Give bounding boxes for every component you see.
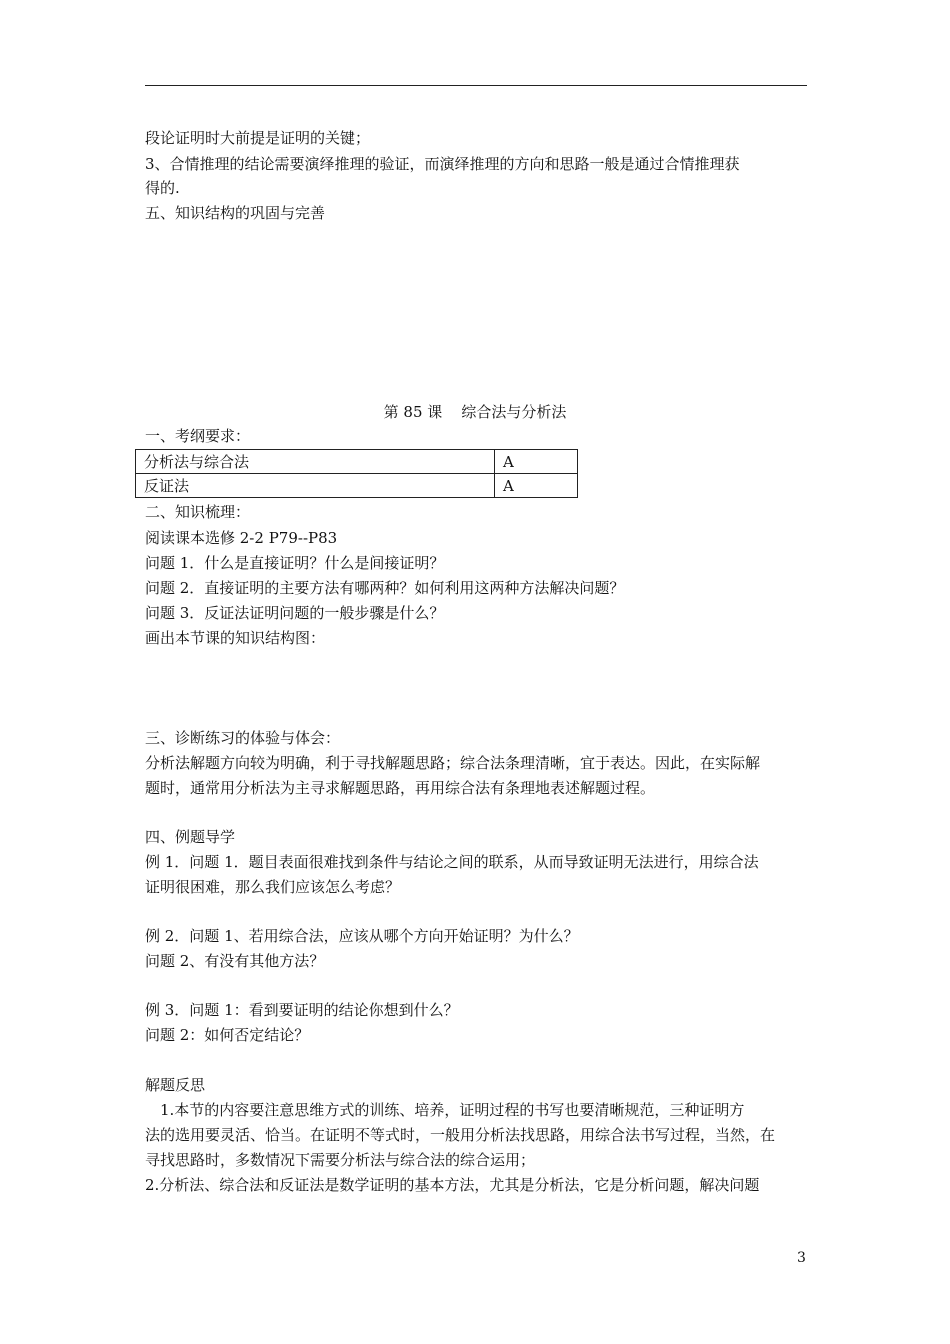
example-3-line: 问题 2：如何否定结论？: [145, 1026, 310, 1044]
example-1-line: 例 1．问题 1．题目表面很难找到条件与结论之间的联系，从而导致证明无法进行，用综合法: [145, 853, 759, 871]
table-cell-item: 分析法与综合法: [136, 450, 495, 474]
requirements-table: [135, 449, 578, 498]
lesson-title: 第 85 课 综合法与分析法: [383, 403, 567, 421]
example-2-line: 例 2．问题 1、若用综合法，应该从哪个方向开始证明？为什么？: [145, 927, 579, 945]
reading-assignment: 阅读课本选修 2-2 P79--P83: [145, 529, 338, 547]
section5-heading: 五、知识结构的巩固与完善: [145, 204, 326, 222]
section2-heading: 二、知识梳理：: [145, 503, 251, 521]
section3-heading: 三、诊断练习的体验与体会：: [145, 729, 341, 747]
table-cell-item: 反证法: [136, 474, 495, 498]
section4-heading: 四、例题导学: [145, 828, 236, 846]
reflection-line: 法的选用要灵活、恰当。在证明不等式时，一般用分析法找思路，用综合法书写过程，当然，在: [145, 1126, 776, 1144]
text-line: 分析法解题方向较为明确，利于寻找解题思路；综合法条理清晰，宜于表达。因此，在实际解: [145, 754, 761, 772]
table-row: [136, 450, 578, 474]
question-3: 问题 3．反证法证明问题的一般步骤是什么？: [145, 604, 445, 622]
text-line: 3、合情推理的结论需要演绎推理的验证，而演绎推理的方向和思路一般是通过合情推理获: [145, 155, 740, 173]
section1-heading: 一、考纲要求：: [145, 427, 251, 445]
page-number: 3: [797, 1250, 806, 1266]
example-2-line: 问题 2、有没有其他方法？: [145, 952, 325, 970]
question-2: 问题 2．直接证明的主要方法有哪两种？如何利用这两种方法解决问题？: [145, 579, 625, 597]
example-3-line: 例 3．问题 1：看到要证明的结论你想到什么？: [145, 1001, 459, 1019]
reflection-line: 1.本节的内容要注意思维方式的训练、培养，证明过程的书写也要清晰规范，三种证明方: [160, 1101, 745, 1119]
table-cell-level: A: [495, 450, 578, 474]
text-line: 得的.: [145, 179, 180, 197]
question-1: 问题 1．什么是直接证明？什么是间接证明？: [145, 554, 445, 572]
reflection-line: 2.分析法、综合法和反证法是数学证明的基本方法，尤其是分析法，它是分析问题，解决问题: [145, 1176, 760, 1194]
example-1-line: 证明很困难，那么我们应该怎么考虑？: [145, 878, 401, 896]
text-line: 段论证明时大前提是证明的关键；: [145, 129, 371, 147]
draw-instruction: 画出本节课的知识结构图：: [145, 629, 326, 647]
table-cell-level: A: [495, 474, 578, 498]
header-rule: [145, 85, 807, 86]
table-row: [136, 474, 578, 498]
reflection-heading: 解题反思: [145, 1076, 206, 1094]
reflection-line: 寻找思路时，多数情况下需要分析法与综合法的综合运用；: [145, 1151, 536, 1169]
text-line: 题时，通常用分析法为主寻求解题思路，再用综合法有条理地表述解题过程。: [145, 779, 656, 797]
